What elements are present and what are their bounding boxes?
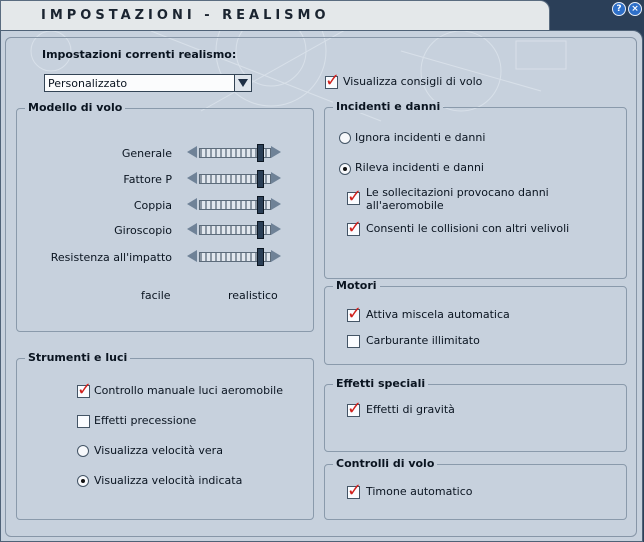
collisions-label: Consenti le collisioni con altri velivoli: [366, 222, 570, 235]
stress-damage-label: Le sollecitazioni provocano danni all'aeromobile: [366, 186, 549, 212]
decrease-icon: [187, 198, 197, 210]
crashes-group: [324, 100, 627, 279]
slider-thumb[interactable]: [257, 248, 264, 266]
check-icon: ✓: [347, 303, 363, 324]
indicated-speed-label: Visualizza velocità indicata: [94, 474, 243, 487]
minimize-button[interactable]: [612, 2, 626, 16]
slider-row: [17, 251, 313, 267]
special-effects-title: Effetti speciali: [333, 377, 428, 390]
gravity-checkbox[interactable]: [347, 398, 363, 419]
manual-lights-checkbox[interactable]: [77, 379, 93, 400]
instruments-group: [16, 351, 314, 520]
gyro-slider[interactable]: [187, 222, 287, 236]
p-factor-slider[interactable]: [187, 171, 287, 185]
unlimited-fuel-checkbox[interactable]: [347, 335, 360, 348]
crash-tolerance-slider[interactable]: [187, 249, 287, 263]
flight-advice-checkbox[interactable]: [325, 70, 341, 91]
slider-label: Coppia: [133, 199, 172, 212]
slider-row: [17, 199, 313, 215]
window-title-tab: [0, 0, 550, 31]
close-icon: ×: [631, 4, 639, 14]
slider-thumb[interactable]: [257, 221, 264, 239]
inner-frame: [5, 37, 637, 537]
detect-crashes-radio[interactable]: [339, 163, 351, 175]
flight-controls-title: Controlli di volo: [333, 457, 437, 470]
slider-thumb[interactable]: [257, 170, 264, 188]
radio-dot: [343, 167, 347, 171]
slider-label: Generale: [121, 147, 172, 160]
settings-panel: [0, 30, 643, 542]
check-icon: ✓: [347, 217, 363, 238]
easy-label: facile: [141, 289, 171, 302]
slider-row: [17, 173, 313, 189]
flight-advice-label: Visualizza consigli di volo: [343, 75, 483, 88]
decrease-icon: [187, 172, 197, 184]
stress-damage-checkbox[interactable]: [347, 186, 363, 207]
generale-slider[interactable]: [187, 145, 287, 159]
flight-model-title: Modello di volo: [25, 101, 125, 114]
ignore-crashes-radio[interactable]: [339, 132, 351, 144]
check-icon: ✓: [325, 70, 341, 91]
window-title: IMPOSTAZIONI - REALISMO: [41, 8, 330, 23]
realism-preset-value: Personalizzato: [48, 77, 128, 90]
auto-mixture-checkbox[interactable]: [347, 303, 363, 324]
ignore-crashes-label: Ignora incidenti e danni: [355, 131, 486, 144]
slider-label: Giroscopio: [114, 224, 172, 237]
chevron-down-icon[interactable]: [234, 75, 251, 91]
slider-label: Resistenza all'impatto: [50, 251, 172, 264]
help-icon: ?: [616, 4, 622, 14]
slider-label: Fattore P: [123, 173, 172, 186]
precession-checkbox[interactable]: [77, 415, 90, 428]
true-speed-label: Visualizza velocità vera: [94, 444, 223, 457]
check-icon: ✓: [347, 480, 363, 501]
flight-model-group: [16, 101, 314, 332]
collisions-checkbox[interactable]: [347, 217, 363, 238]
manual-lights-label: Controllo manuale luci aeromobile: [94, 384, 283, 397]
decrease-icon: [187, 146, 197, 158]
decrease-icon: [187, 223, 197, 235]
auto-rudder-checkbox[interactable]: [347, 480, 363, 501]
increase-icon: [271, 223, 281, 235]
auto-mixture-label: Attiva miscela automatica: [366, 308, 510, 321]
detect-crashes-label: Rileva incidenti e danni: [355, 161, 484, 174]
close-button[interactable]: [628, 2, 642, 16]
special-effects-group: [324, 377, 627, 452]
slider-row: [17, 224, 313, 240]
check-icon: ✓: [347, 186, 363, 207]
check-icon: ✓: [347, 398, 363, 419]
engines-group: [324, 279, 627, 365]
increase-icon: [271, 250, 281, 262]
indicated-speed-radio[interactable]: [77, 475, 89, 487]
true-speed-radio[interactable]: [77, 445, 89, 457]
flight-controls-group: [324, 457, 627, 520]
precession-label: Effetti precessione: [94, 414, 197, 427]
torque-slider[interactable]: [187, 197, 287, 211]
check-icon: ✓: [77, 379, 93, 400]
realism-preset-dropdown[interactable]: [44, 74, 252, 92]
engines-title: Motori: [333, 279, 380, 292]
increase-icon: [271, 146, 281, 158]
increase-icon: [271, 198, 281, 210]
gravity-label: Effetti di gravità: [366, 403, 455, 416]
unlimited-fuel-label: Carburante illimitato: [366, 334, 480, 347]
crashes-title: Incidenti e danni: [333, 100, 443, 113]
instruments-title: Strumenti e luci: [25, 351, 130, 364]
realistic-label: realistico: [228, 289, 278, 302]
slider-thumb[interactable]: [257, 144, 264, 162]
increase-icon: [271, 172, 281, 184]
slider-thumb[interactable]: [257, 196, 264, 214]
current-settings-label: Impostazioni correnti realismo:: [42, 48, 237, 61]
radio-dot: [81, 479, 85, 483]
decrease-icon: [187, 250, 197, 262]
auto-rudder-label: Timone automatico: [366, 485, 473, 498]
slider-row: [17, 147, 313, 163]
